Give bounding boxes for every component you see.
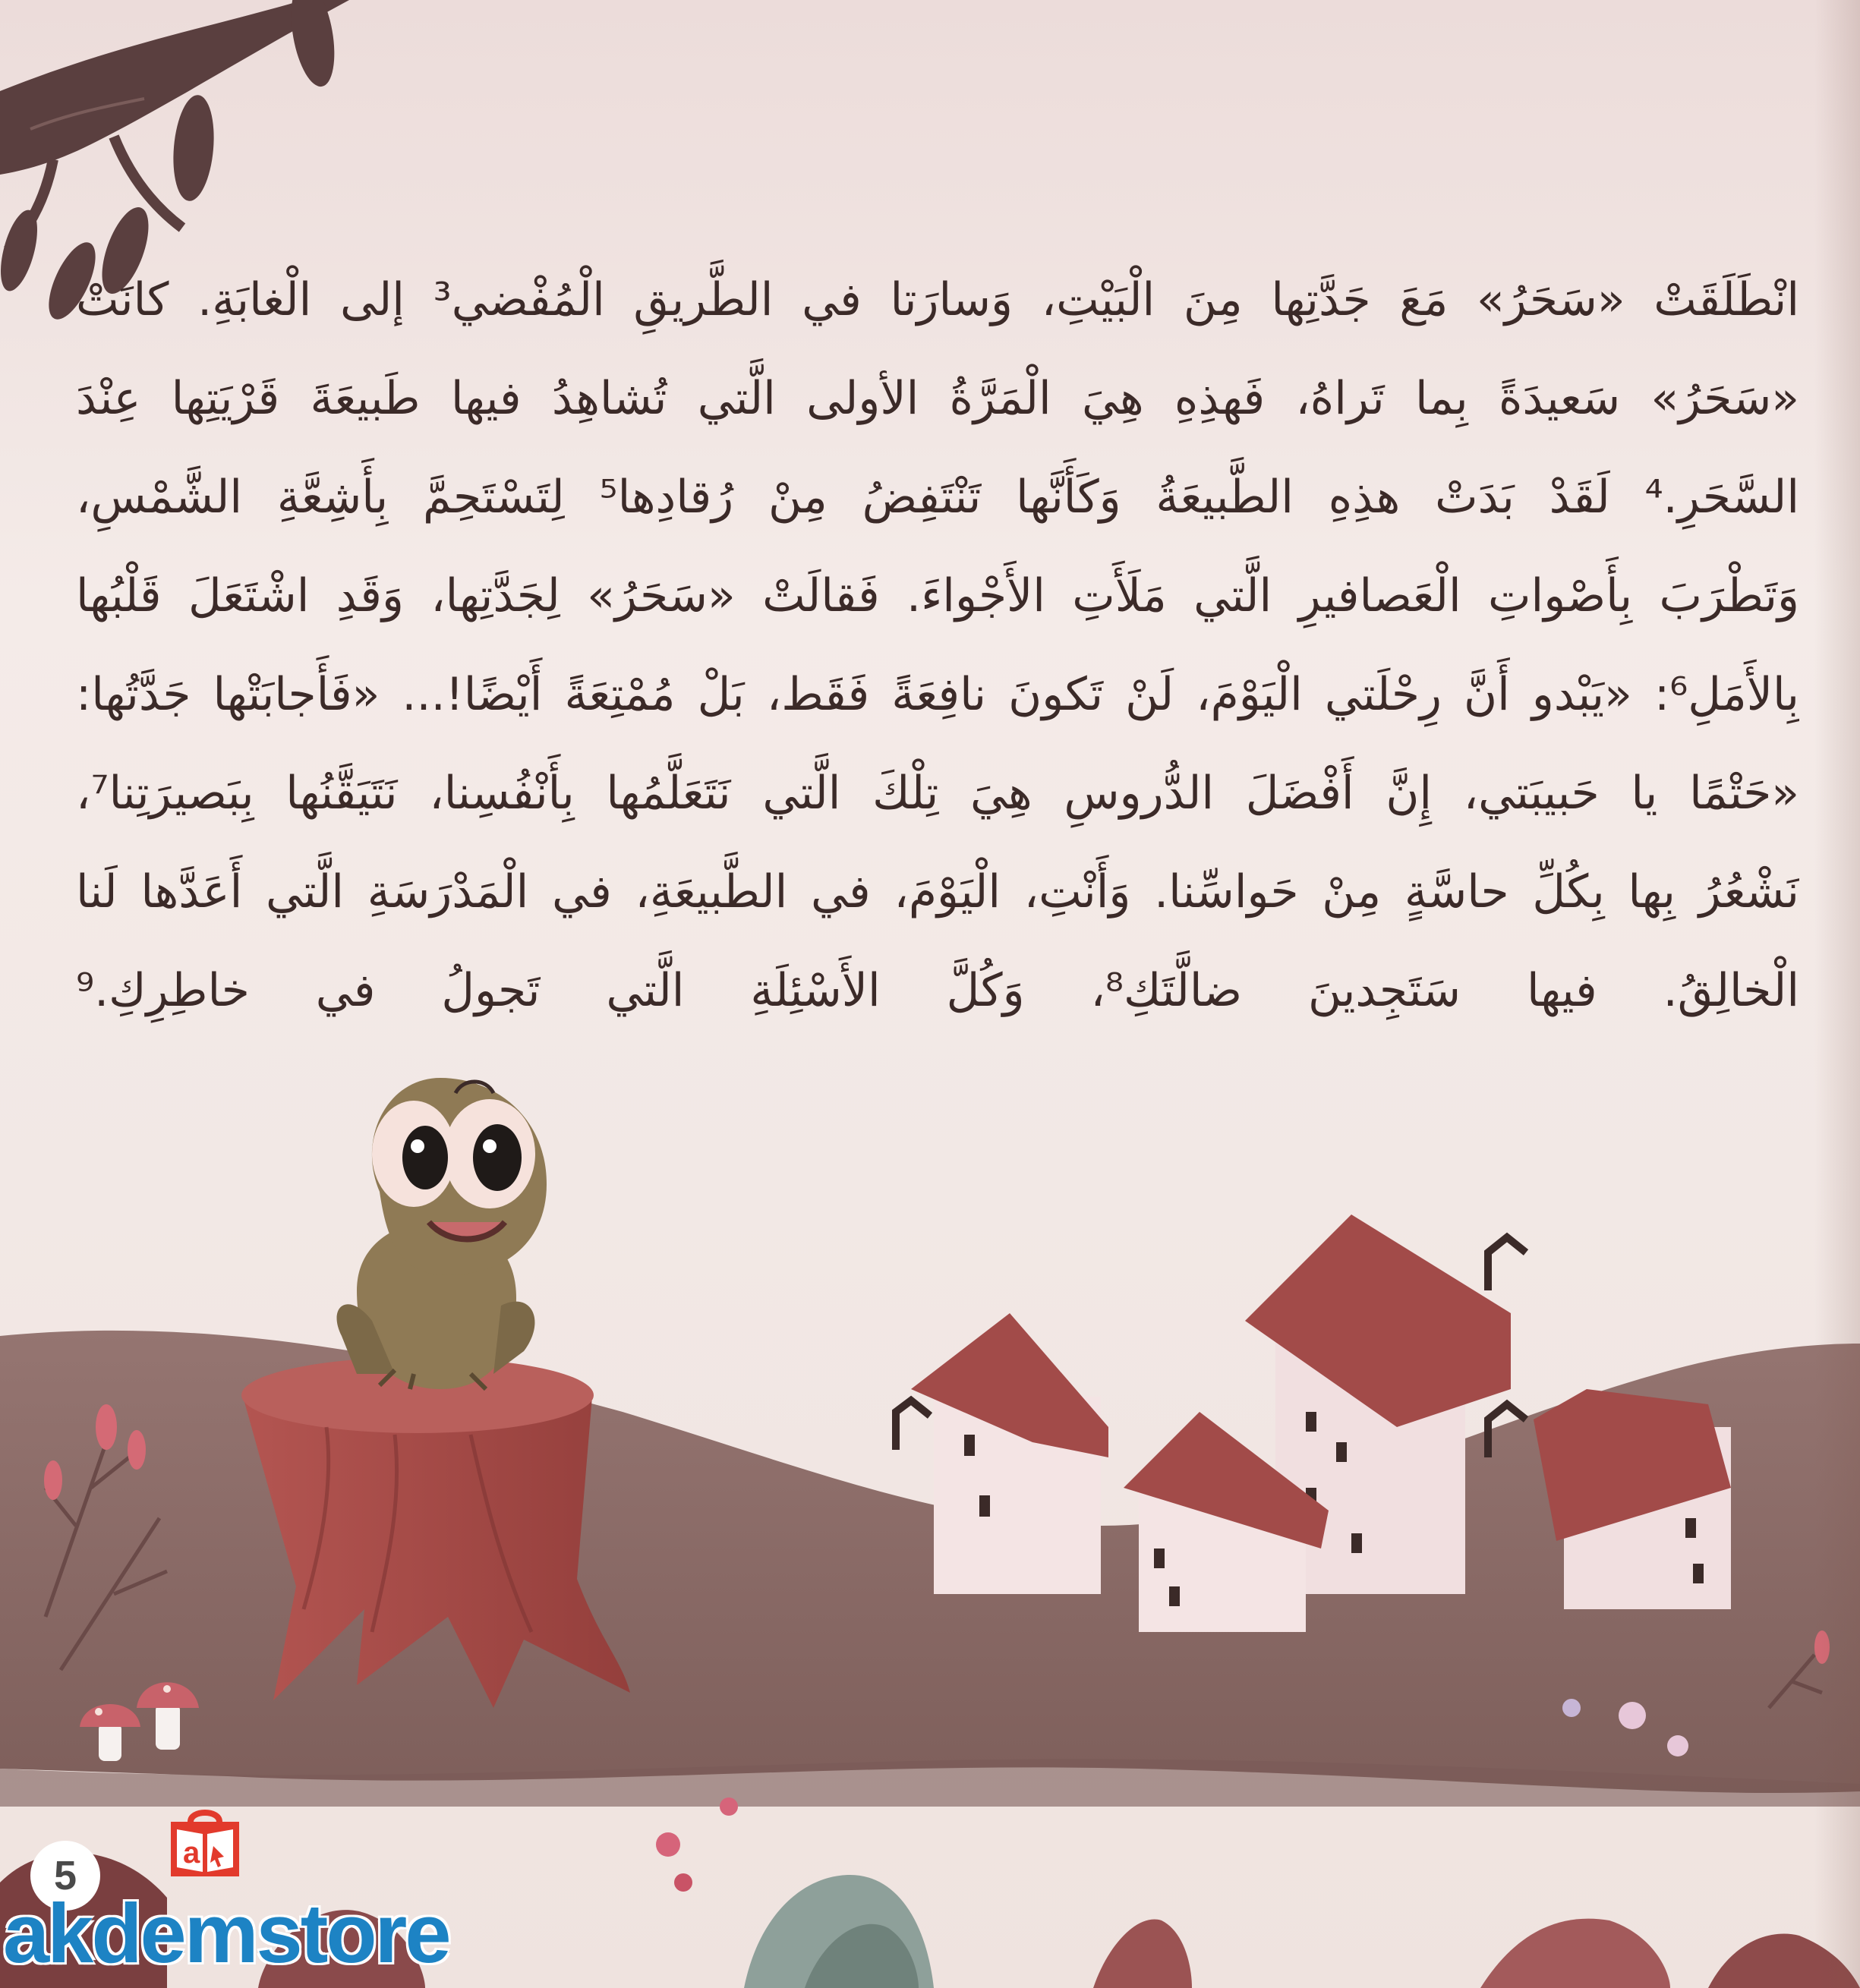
- logo-icon-letter: a: [183, 1836, 200, 1870]
- story-text: [76, 250, 1799, 1040]
- story-line: السَّحَرِ.⁴ لَقَدْ بَدَتْ هذِهِ الطَّبيعَةُ وَكَأَنَّها تَنْتَفِضُ مِنْ رُقادِها⁵ لِتَسْتَحِمَّ بِأَشِعَّةِ الشَّمْسِ،: [76, 471, 1799, 524]
- story-line: «حَتْمًا يا حَبيبَتي، إِنَّ أَفْضَلَ الدُّروسِ هِيَ تِلْكَ الَّتي نَتَعَلَّمُها بِأَنْفُسِنا، نَتَيَقَّنُها بِبَصيرَتِنا⁷،: [76, 767, 1799, 820]
- book-store-icon: [163, 1807, 247, 1882]
- page-number: 5: [30, 1841, 100, 1911]
- page-spine-shadow: [1814, 0, 1860, 1988]
- store-logo: [0, 1799, 449, 1988]
- frog-illustration: [337, 1078, 547, 1389]
- village-houses-illustration: [896, 1215, 1731, 1632]
- story-line: الْخالِقُ. فيها سَتَجِدينَ ضالَّتَكِ⁸، وَكُلَّ الأَسْئِلَةِ الَّتي تَجولُ في خاطِرِكِ.⁹: [76, 964, 1799, 1017]
- story-line: انْطَلَقَتْ «سَحَرُ» مَعَ جَدَّتِها مِنَ الْبَيْتِ، وَسارَتا في الطَّريقِ الْمُفْضي³ إلى الْغابَةِ. كانَتْ: [76, 273, 1799, 326]
- story-line: وَتَطْرَبَ بِأَصْواتِ الْعَصافيرِ الَّتي مَلَأَتِ الأَجْواءَ. فَقالَتْ «سَحَرُ» لِجَدَّتِها، وَقَدِ اشْتَعَلَ قَلْبُها: [76, 569, 1799, 622]
- story-line: بِالأَمَلِ⁶: «يَبْدو أَنَّ رِحْلَتي الْيَوْمَ، لَنْ تَكونَ نافِعَةً فَقَط، بَلْ مُمْتِعَةً أَيْضًا!... «فَأَجابَتْها جَدَّتُها:: [76, 668, 1799, 721]
- logo-text: akdemstore: [3, 1887, 449, 1980]
- story-line: نَشْعُرُ بِها بِكُلِّ حاسَّةٍ مِنْ حَواسِّنا. وَأَنْتِ، الْيَوْمَ، في الطَّبيعَةِ، في الْمَدْرَسَةِ الَّتي أَعَدَّها لَنا: [76, 865, 1799, 918]
- story-line: «سَحَرُ» سَعيدَةً بِما تَراهُ، فَهذِهِ هِيَ الْمَرَّةُ الأولى الَّتي تُشاهِدُ فيها طَبيعَةَ قَرْيَتِها عِنْدَ: [76, 372, 1799, 425]
